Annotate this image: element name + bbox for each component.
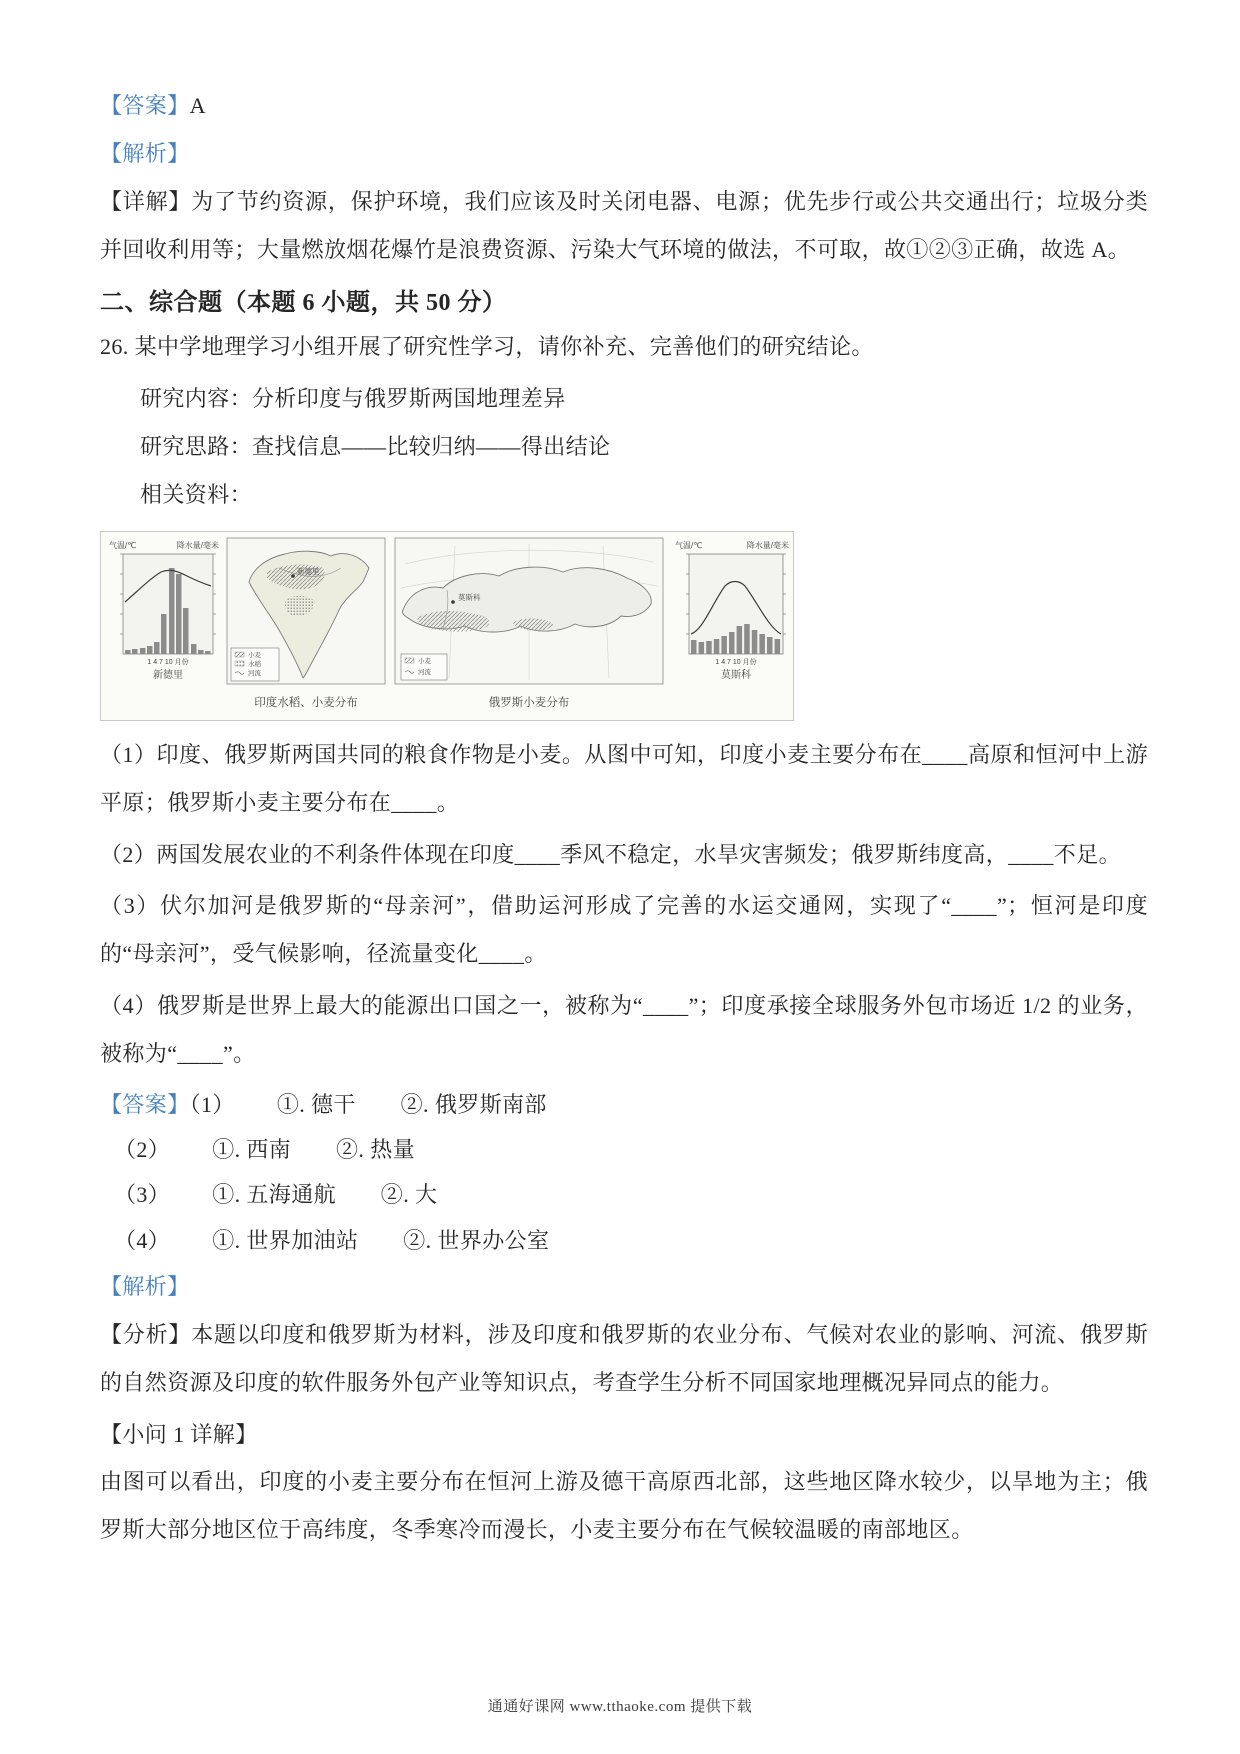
russia-map-legend	[401, 654, 447, 680]
legend-rice-swatch	[235, 661, 244, 666]
precip-axis-label: 降水量/毫米	[176, 540, 219, 550]
moscow-climate-chart	[675, 540, 789, 681]
moscow-map-label: 莫斯科	[458, 592, 481, 602]
legend-river-label: 河流	[418, 668, 431, 676]
materials-label: 相关资料：	[140, 481, 253, 507]
answer26-block	[100, 1082, 1148, 1262]
india-map-caption: 印度水稻、小麦分布	[254, 696, 358, 709]
moscow-dot	[451, 600, 455, 604]
newdelhi-climate-chart	[109, 540, 219, 681]
section-heading: 二、综合题（本题 6 小题，共 50 分）	[100, 289, 507, 316]
russia-map	[395, 538, 663, 684]
answer-row-num: （4）	[114, 1227, 171, 1253]
india-map	[227, 538, 385, 684]
question-1: （1）印度、俄罗斯两国共同的粮食作物是小麦。从图中可知，印度小麦主要分布在____高原和恒河中上游平原；俄罗斯小麦主要分布在____。	[100, 741, 1148, 815]
page-footer: 通通好课网 www.tthaoke.com 提供下载	[487, 1699, 753, 1715]
prev-jiexi-line	[100, 130, 1148, 178]
question-3: （3）伏尔加河是俄罗斯的“母亲河”，借助运河形成了完善的水运交通网，实现了“____”；恒河是印度的“母亲河”，受气候影响，径流量变化____。	[100, 893, 1148, 967]
detail-label: 【详解】	[100, 188, 192, 214]
answer-row-2	[114, 1127, 1148, 1172]
temp-axis-label: 气温/℃	[675, 540, 703, 550]
answer-row-3	[114, 1172, 1148, 1217]
legend-wheat-label: 小麦	[418, 657, 431, 665]
detail-text: 为了节约资源，保护环境，我们应该及时关闭电器、电源；优先步行或公共交通出行；垃圾分类并回收利用等；大量燃放烟花爆竹是浪费资源、污染大气环境的做法，不可取，故①②③正确，故选 A。	[100, 188, 1148, 262]
answer-label: 【答案】	[100, 93, 190, 118]
xiaowen1-paragraph: 由图可以看出，印度的小麦主要分布在恒河上游及德干高原西北部，这些地区降水较少，以旱地为主；俄罗斯大部分地区位于高纬度，冬季寒冷而漫长，小麦主要分布在气候较温暖的南部地区。	[100, 1469, 1148, 1543]
answer-row-num: （1）	[189, 1092, 235, 1118]
newdelhi-map-label: 新德里	[297, 566, 320, 576]
materials-figure	[100, 531, 794, 721]
fenxi-label: 【分析】	[100, 1321, 192, 1347]
q26-stem: 26. 某中学地理学习小组开展了研究性学习，请你补充、完善他们的研究结论。	[100, 333, 874, 359]
fenxi-text: 本题以印度和俄罗斯为材料，涉及印度和俄罗斯的农业分布、气候对农业的影响、河流、俄罗斯的自然资源及印度的软件服务外包产业等知识点，考查学生分析不同国家地理概况异同点的能力。	[100, 1321, 1148, 1395]
newdelhi-dot	[291, 574, 295, 578]
legend-wheat-swatch	[405, 658, 414, 663]
jiexi-line-26	[100, 1263, 1148, 1311]
legend-river-label: 河流	[248, 669, 261, 677]
answer-value: A	[189, 93, 206, 118]
prev-detail-paragraph	[100, 178, 1148, 274]
precip-axis-label: 降水量/毫米	[746, 540, 789, 550]
prev-answer-line	[100, 82, 1148, 130]
answer-row-num: （3）	[114, 1182, 171, 1208]
city-label: 新德里	[153, 669, 183, 681]
legend-rice-label: 水稻	[248, 660, 261, 668]
answer-row-text: ①. 西南 ②. 热量	[212, 1137, 416, 1163]
russia-map-caption: 俄罗斯小麦分布	[488, 696, 570, 709]
jiexi-label: 【解析】	[100, 1273, 190, 1299]
answer-row-4	[114, 1218, 1148, 1263]
question-2: （2）两国发展农业的不利条件体现在印度____季风不稳定，水旱灾害频发；俄罗斯纬度高，____不足。	[100, 841, 1122, 867]
legend-wheat-swatch	[235, 652, 244, 657]
answer-row-1	[100, 1082, 1148, 1127]
temp-axis-label: 气温/℃	[109, 540, 137, 550]
answer-row-num: （2）	[114, 1137, 171, 1163]
xiaowen1-label: 【小问 1 详解】	[100, 1421, 258, 1447]
legend-wheat-label: 小麦	[248, 651, 261, 659]
research-path-line: 研究思路：查找信息——比较归纳——得出结论	[140, 433, 611, 459]
answer-label: 【答案】	[100, 1092, 190, 1118]
month-axis-label: 1 4 7 10 月份	[715, 658, 757, 666]
research-content-line: 研究内容：分析印度与俄罗斯两国地理差异	[140, 385, 566, 411]
chart-frame	[123, 554, 213, 654]
fenxi-paragraph	[100, 1311, 1148, 1407]
figure-svg	[103, 534, 793, 718]
answer-row-text: ①. 德干 ②. 俄罗斯南部	[276, 1092, 547, 1118]
city-label: 莫斯科	[721, 669, 751, 681]
question-4: （4）俄罗斯是世界上最大的能源出口国之一，被称为“____”；印度承接全球服务外包市场近 1/2 的业务，被称为“____”。	[100, 993, 1148, 1067]
india-map-legend	[231, 648, 279, 681]
answer-row-text: ①. 五海通航 ②. 大	[212, 1182, 438, 1208]
answer-row-text: ①. 世界加油站 ②. 世界办公室	[212, 1227, 550, 1253]
jiexi-label: 【解析】	[100, 140, 190, 166]
month-axis-label: 1 4 7 10 月份	[147, 658, 189, 666]
